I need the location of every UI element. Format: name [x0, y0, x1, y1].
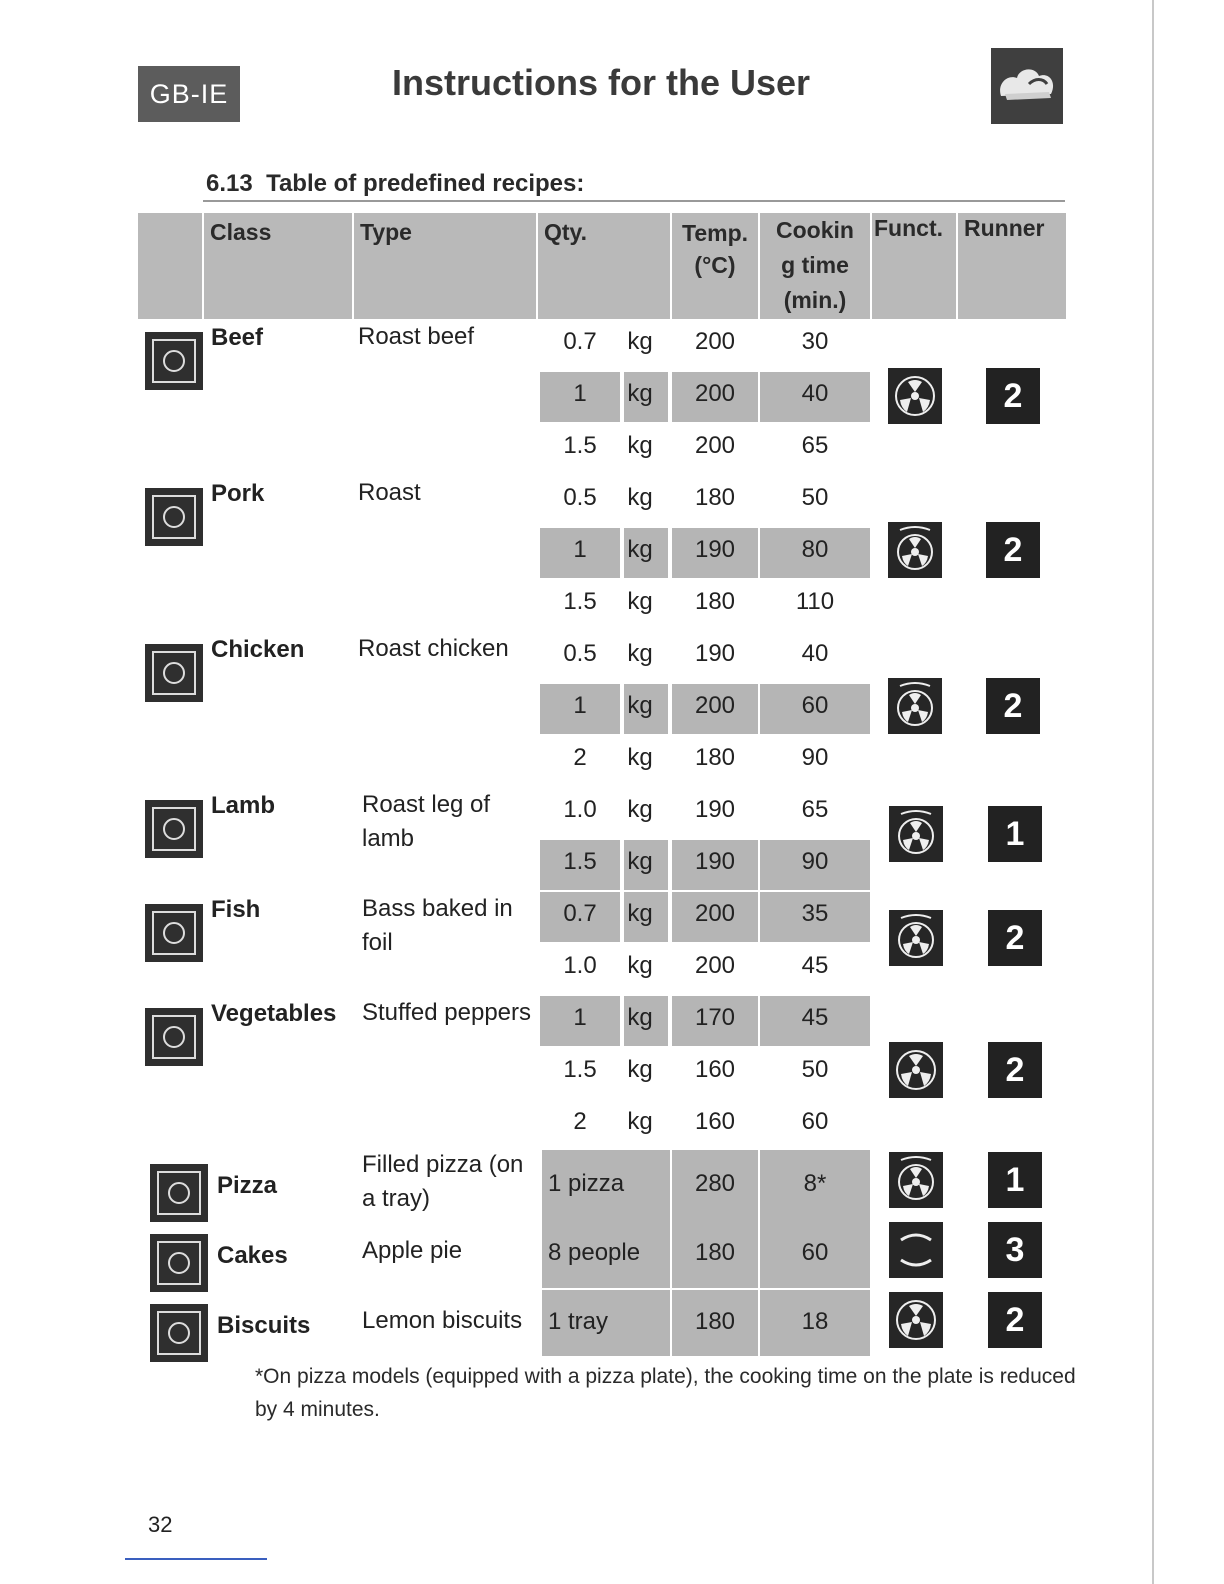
qty-value: 1: [573, 1004, 587, 1031]
cooking-time-value: 110: [795, 588, 835, 615]
qty-value: 1 pizza: [548, 1170, 625, 1197]
qty-value: 0.7: [563, 900, 597, 927]
column-header-qty: Qty.: [538, 213, 670, 319]
qty-unit: kg: [627, 1056, 653, 1083]
qty-value: 0.5: [563, 640, 597, 667]
fan-grill-function-icon: [888, 522, 942, 578]
lamb-icon: [145, 800, 203, 858]
cooking-time-value: 65: [801, 796, 829, 823]
class-label-biscuits: Biscuits: [217, 1312, 311, 1339]
column-header-type: Type: [354, 213, 536, 319]
class-label-pork: Pork: [211, 480, 265, 507]
temp-value: 180: [694, 744, 736, 771]
type-label: Stuffed peppers: [362, 999, 532, 1026]
class-label-cakes: Cakes: [217, 1242, 288, 1269]
fan-grill-function-icon: [888, 678, 942, 734]
section-underline: [203, 200, 1065, 202]
footnote: *On pizza models (equipped with a pizza plate), the cooking time on the plate is reduced by 4 minutes.: [255, 1365, 1076, 1421]
runner-level-badge: 2: [986, 368, 1040, 424]
document-title: Instructions for the User: [392, 62, 811, 103]
fan-grill-function-icon: [889, 806, 943, 862]
cooking-time-value: 40: [801, 640, 829, 667]
cooking-time-value: 80: [801, 536, 829, 563]
qty-unit: kg: [627, 744, 653, 771]
qty-unit: kg: [627, 328, 653, 355]
cooking-time-value: 50: [801, 1056, 829, 1083]
qty-value: 1: [573, 692, 587, 719]
pig-icon: [145, 488, 203, 546]
temp-value: 190: [694, 536, 736, 563]
qty-value: 8 people: [548, 1239, 641, 1266]
fan-function-icon: [889, 1292, 943, 1348]
cooking-time-value: 45: [801, 952, 829, 979]
section-number: 6.13: [206, 170, 253, 197]
qty-unit: kg: [627, 380, 653, 407]
page-number: 32: [148, 1512, 173, 1537]
cooking-time-value: 50: [801, 484, 829, 511]
cooking-time-value: 35: [801, 900, 829, 927]
biscuits-icon: [150, 1304, 208, 1362]
vegetables-icon: [145, 1008, 203, 1066]
temp-value: 170: [694, 1004, 736, 1031]
qty-unit: kg: [627, 640, 653, 667]
temp-value: 200: [694, 952, 736, 979]
qty-value: 1: [573, 536, 587, 563]
temp-value: 180: [694, 484, 736, 511]
qty-unit: kg: [627, 1108, 653, 1135]
column-header-class: Class: [204, 213, 352, 319]
temp-value: 180: [694, 588, 736, 615]
cooking-time-value: 90: [801, 848, 829, 875]
class-label-fish: Fish: [211, 896, 261, 923]
pizza-icon: [150, 1164, 208, 1222]
qty-value: 1.5: [563, 1056, 597, 1083]
header-icon-cell: [138, 213, 202, 319]
section-title: [206, 170, 584, 198]
column-header-temp: Temp. (°C): [672, 213, 758, 319]
type-label: Apple pie: [362, 1237, 463, 1264]
runner-level-badge: 2: [986, 678, 1040, 734]
beef-icon: [145, 332, 203, 390]
cooking-time-value: 60: [801, 692, 829, 719]
temp-value: 200: [694, 900, 736, 927]
type-label: Roast leg of lamb: [362, 791, 491, 852]
type-label: Lemon biscuits: [362, 1307, 523, 1334]
qty-unit: kg: [627, 692, 653, 719]
fan-function-icon: [888, 368, 942, 424]
qty-value: 1.5: [563, 432, 597, 459]
qty-unit: kg: [627, 900, 653, 927]
type-label: Roast: [358, 479, 421, 506]
fan-grill-function-icon: [889, 910, 943, 966]
qty-value: 2: [573, 744, 587, 771]
temp-value: 160: [694, 1108, 736, 1135]
column-header-funct: Funct.: [872, 213, 956, 319]
cooking-time-value: 18: [801, 1308, 829, 1335]
temp-value: 200: [694, 328, 736, 355]
qty-unit: kg: [627, 432, 653, 459]
temp-value: 160: [694, 1056, 736, 1083]
type-label: Filled pizza (on a tray): [362, 1151, 524, 1212]
temp-value: 200: [694, 692, 736, 719]
qty-value: 1: [573, 380, 587, 407]
cake-icon: [150, 1234, 208, 1292]
runner-level-badge: 2: [988, 1042, 1042, 1098]
type-label: Bass baked in foil: [362, 895, 513, 956]
qty-unit: kg: [627, 588, 653, 615]
qty-value: 1.0: [563, 952, 597, 979]
fan-grill-function-icon: [889, 1152, 943, 1208]
class-label-vegetables: Vegetables: [211, 1000, 337, 1027]
cooking-time-value: 65: [801, 432, 829, 459]
qty-value: 0.5: [563, 484, 597, 511]
page-edge-rule: [1152, 0, 1154, 1584]
qty-unit: kg: [627, 1004, 653, 1031]
top-bottom-heat-function-icon: [889, 1222, 943, 1278]
temp-value: 190: [694, 848, 736, 875]
qty-value: 1.5: [563, 588, 597, 615]
section-heading: Table of predefined recipes:: [266, 170, 585, 197]
runner-level-badge: 2: [986, 522, 1040, 578]
cooking-time-value: 40: [801, 380, 829, 407]
fan-function-icon: [889, 1042, 943, 1098]
qty-unit: kg: [627, 848, 653, 875]
column-header-runner: Runner: [958, 213, 1066, 319]
qty-value: 0.7: [563, 328, 597, 355]
qty-value: 1.0: [563, 796, 597, 823]
qty-unit: kg: [627, 952, 653, 979]
chicken-icon: [145, 644, 203, 702]
type-label: Roast chicken: [358, 635, 509, 662]
runner-level-badge: 1: [988, 806, 1042, 862]
temp-value: 200: [694, 432, 736, 459]
cooking-time-value: 45: [801, 1004, 829, 1031]
runner-level-badge: 2: [988, 1292, 1042, 1348]
temp-value: 190: [694, 796, 736, 823]
bottom-link-rule: [125, 1558, 267, 1560]
runner-level-badge: 1: [988, 1152, 1042, 1208]
class-label-chicken: Chicken: [211, 636, 305, 663]
temp-value: 280: [694, 1170, 736, 1197]
chef-hat-logo-icon: [991, 48, 1063, 124]
fish-icon: [145, 904, 203, 962]
temp-value: 180: [694, 1239, 736, 1266]
temp-value: 200: [694, 380, 736, 407]
qty-value: 1 tray: [548, 1308, 609, 1335]
language-badge: GB-IE: [138, 66, 240, 122]
cooking-time-value: 90: [801, 744, 829, 771]
class-label-pizza: Pizza: [217, 1172, 278, 1199]
qty-value: 1.5: [563, 848, 597, 875]
cooking-time-value: 8*: [803, 1170, 827, 1197]
cooking-time-value: 60: [801, 1239, 829, 1266]
runner-level-badge: 3: [988, 1222, 1042, 1278]
type-label: Roast beef: [358, 323, 475, 350]
qty-unit: kg: [627, 796, 653, 823]
qty-unit: kg: [627, 484, 653, 511]
column-header-cooking-time: Cookin g time (min.): [760, 213, 870, 319]
temp-value: 180: [694, 1308, 736, 1335]
runner-level-badge: 2: [988, 910, 1042, 966]
qty-unit: kg: [627, 536, 653, 563]
qty-value: 2: [573, 1108, 587, 1135]
cooking-time-value: 30: [801, 328, 829, 355]
temp-value: 190: [694, 640, 736, 667]
cooking-time-value: 60: [801, 1108, 829, 1135]
class-label-beef: Beef: [211, 324, 264, 351]
class-label-lamb: Lamb: [211, 792, 276, 819]
